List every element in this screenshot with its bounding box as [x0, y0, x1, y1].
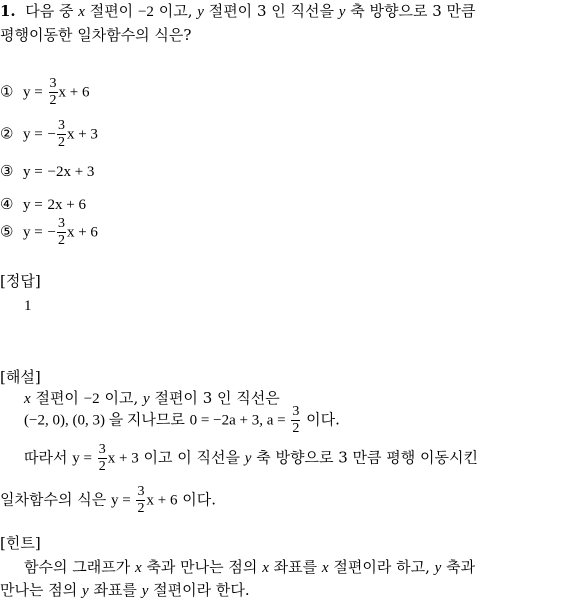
- math-expr: y =: [72, 450, 92, 467]
- fraction-denominator: 2: [57, 233, 65, 248]
- math-expr: x + 6: [146, 492, 178, 509]
- math-expr: 0 = −2a + 3, a =: [189, 412, 286, 429]
- choice-2[interactable]: [0, 118, 98, 151]
- question-line-1: [0, 0, 476, 21]
- hint-text: 축과: [446, 558, 476, 576]
- hint-line-2: [0, 579, 250, 600]
- math-var: x: [24, 391, 31, 407]
- hint-text: 축과 만나는 점의: [146, 558, 258, 576]
- explanation-text: 이고,: [104, 389, 139, 407]
- fraction: [291, 404, 300, 437]
- explanation-text: 일차함수의 식은: [0, 490, 107, 509]
- question-text: 평행이동한 일차함수의 식은?: [0, 26, 192, 44]
- choice-lhs: y =: [23, 197, 43, 213]
- fraction-denominator: 2: [49, 93, 57, 108]
- fraction-numerator: 3: [57, 118, 65, 133]
- math-value: −2: [137, 4, 154, 20]
- explanation-label: [해설]: [0, 368, 41, 386]
- explanation-text: (−2, 0), (0, 3) 을 지나므로: [24, 412, 185, 429]
- explanation-text: 절편이 3 인 직선은: [154, 389, 280, 407]
- math-var: y: [434, 560, 442, 576]
- choice-rest: x + 3: [66, 126, 98, 143]
- answer-label: [정답]: [0, 272, 41, 290]
- fraction-denominator: 2: [98, 459, 106, 474]
- math-var: x: [78, 4, 85, 20]
- math-var: y: [141, 583, 149, 599]
- question-number: 1.: [0, 2, 16, 20]
- choice-marker: ④: [0, 195, 14, 213]
- choice-sign: −: [47, 224, 56, 241]
- hint-text: 함수의 그래프가: [24, 558, 131, 576]
- explanation-text: 이다.: [306, 410, 340, 429]
- fraction-numerator: 3: [57, 216, 65, 231]
- explanation-text: 이다.: [182, 490, 216, 509]
- fraction: [136, 484, 145, 517]
- fraction: [57, 118, 66, 151]
- hint-label: [힌트]: [0, 534, 41, 552]
- explanation-text: 축 방향으로 3 만큼 평행 이동시킨: [256, 448, 478, 467]
- choice-expr: 2x + 6: [47, 197, 86, 213]
- math-var: y: [338, 4, 346, 20]
- fraction-numerator: 3: [49, 76, 57, 91]
- choice-marker: ③: [0, 162, 14, 180]
- math-var: y: [143, 391, 150, 407]
- math-var: y: [82, 583, 89, 599]
- choice-5[interactable]: [0, 216, 98, 249]
- choice-4[interactable]: [0, 195, 86, 214]
- fraction: [98, 442, 107, 475]
- hint-text: 좌표를: [273, 558, 318, 576]
- choice-rest: x + 6: [66, 224, 98, 241]
- math-value: −2: [83, 391, 100, 407]
- explanation-text: 이고 이 직선을: [143, 448, 240, 467]
- fraction: [57, 216, 66, 249]
- choice-marker: ②: [0, 124, 14, 143]
- fraction-denominator: 2: [57, 135, 65, 150]
- question-text: 절편이: [89, 2, 134, 20]
- choice-marker: ⑤: [0, 222, 14, 241]
- question-line-2: [0, 24, 191, 45]
- choice-lhs: y =: [23, 164, 43, 180]
- question-text: 축 방향으로 3 만큼: [350, 2, 476, 20]
- explanation-text: 절편이: [35, 389, 79, 407]
- choice-sign: −: [47, 126, 56, 143]
- fraction-numerator: 3: [137, 484, 145, 499]
- explanation-line-3: [24, 442, 478, 475]
- math-expr: x + 3: [107, 450, 139, 467]
- choice-marker: ①: [0, 82, 14, 101]
- answer-value: 1: [24, 298, 32, 314]
- question-text: 다음 중: [25, 2, 74, 20]
- choice-3[interactable]: [0, 162, 94, 181]
- fraction-numerator: 3: [292, 404, 300, 419]
- hint-text: 절편이라 한다.: [153, 581, 250, 599]
- choice-lhs: y =: [23, 126, 43, 143]
- fraction-numerator: 3: [98, 442, 106, 457]
- hint-line-1: [24, 556, 475, 577]
- math-var: y: [197, 4, 204, 20]
- explanation-line-2: [24, 404, 340, 437]
- math-var: x: [321, 560, 329, 576]
- fraction-denominator: 2: [137, 501, 145, 516]
- fraction: [49, 76, 58, 109]
- choice-rest: x + 6: [58, 84, 90, 101]
- math-expr: y =: [110, 492, 131, 509]
- choice-lhs: y =: [23, 84, 43, 101]
- hint-text: 절편이라 하고,: [333, 558, 430, 576]
- question-text: 절편이 3 인 직선을: [208, 2, 334, 20]
- hint-text: 좌표를: [93, 581, 137, 599]
- question-text: 이고,: [158, 2, 193, 20]
- math-var: x: [262, 560, 269, 576]
- hint-text: 만나는 점의: [0, 581, 78, 599]
- choice-lhs: y =: [23, 224, 43, 241]
- math-var: y: [244, 450, 252, 467]
- choice-expr: −2x + 3: [47, 164, 95, 180]
- explanation-line-4: [0, 484, 216, 517]
- explanation-text: 따라서: [24, 448, 68, 467]
- math-var: x: [134, 560, 142, 576]
- choice-1[interactable]: [0, 76, 89, 109]
- fraction-denominator: 2: [292, 421, 300, 436]
